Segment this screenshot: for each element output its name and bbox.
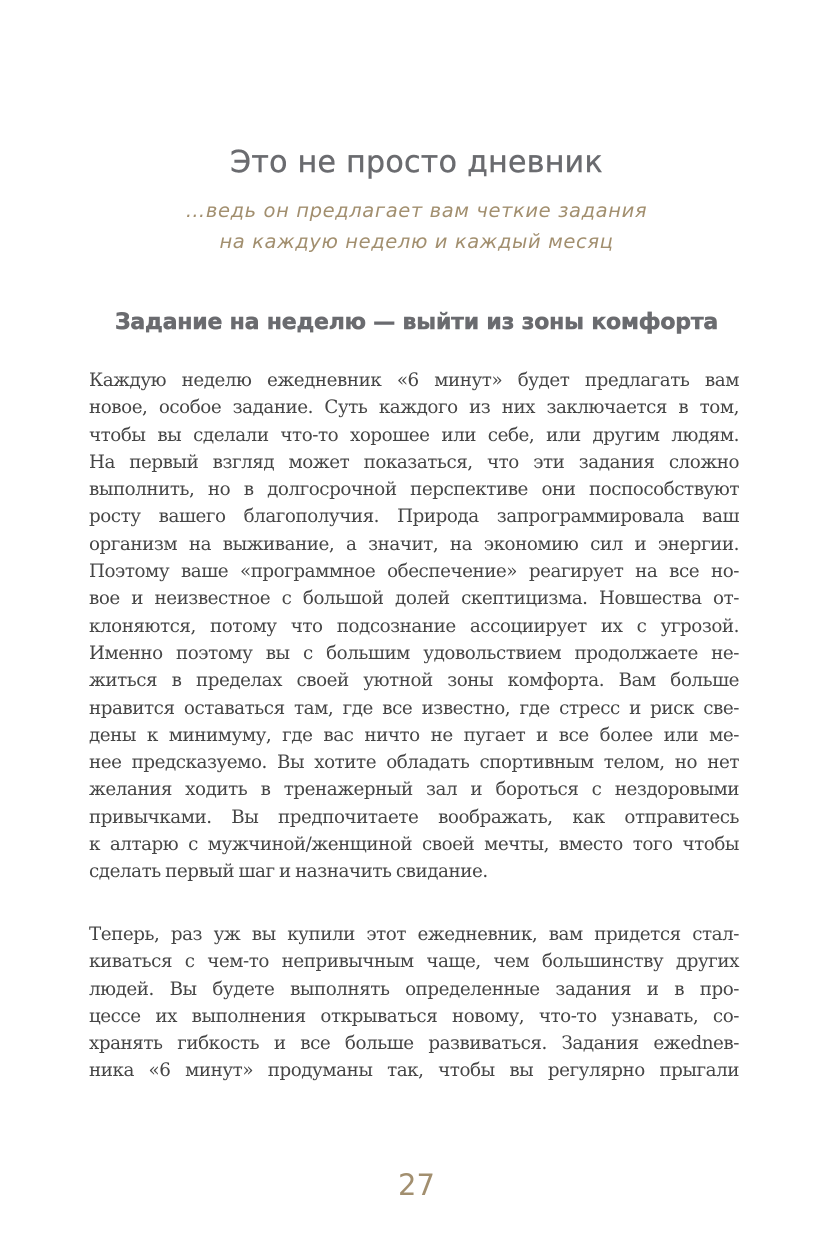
text-line: нее предсказуемо. Вы хотите обладать спортивным телом, но нет	[89, 752, 739, 774]
page-title: Это не просто дневник	[230, 145, 603, 180]
text-line: дены к минимуму, где вас ничто не пугает и все более или ме-	[89, 724, 739, 746]
section-heading: Задание на неделю — выйти из зоны комфорта	[114, 310, 719, 335]
text-line: цессе их выполнения открываться новому, что-то узнавать, со-	[89, 1005, 739, 1027]
page-subtitle	[0, 195, 833, 257]
text-line: выполнить, но в долгосрочной перспективе они поспособствуют	[89, 479, 739, 501]
text-line: новое, особое задание. Суть каждого из них заключается в том,	[89, 397, 739, 419]
paragraph-2	[89, 921, 739, 1085]
subtitle-line: …ведь он предлагает вам четкие задания	[185, 199, 648, 222]
text-line: Именно поэтому вы с большим удовольствием продолжаете не-	[89, 642, 739, 664]
page-number: 27	[398, 1168, 435, 1202]
text-line: ника «6 минут» продуманы так, чтобы вы регулярно прыгали	[89, 1060, 739, 1082]
text-line: сделать первый шаг и назначить свидание.	[89, 861, 488, 883]
text-line: хранять гибкость и все больше развиваться. Задания ежednев-	[89, 1033, 739, 1055]
text-line: Теперь, раз уж вы купили этот ежедневник, вам придется стал-	[89, 924, 739, 945]
text-line: киваться с чем-то непривычным чаще, чем большинству других	[89, 951, 739, 973]
text-line: привычками. Вы предпочитаете воображать, как отправитесь	[89, 806, 739, 828]
text-line: вое и неизвестное с большой долей скептицизма. Новшества от-	[89, 588, 739, 610]
text-line: Каждую неделю ежедневник «6 минут» будет предлагать вам	[89, 370, 739, 391]
subtitle-line: на каждую неделю и каждый месяц	[219, 230, 614, 253]
text-line: к алтарю с мужчиной/женщиной своей мечты, вместо того чтобы	[89, 834, 739, 856]
text-line: желания ходить в тренажерный зал и бороться с нездоровыми	[89, 779, 739, 801]
text-line: На первый взгляд может показаться, что эти задания сложно	[89, 451, 739, 473]
text-line: организм на выживание, а значит, на экономию сил и энергии.	[89, 533, 739, 555]
text-line: нравится оставаться там, где все известно, где стресс и риск све-	[89, 697, 739, 719]
paragraph-1	[89, 367, 739, 886]
text-line: чтобы вы сделали что-то хорошее или себе, или другим людям.	[89, 424, 739, 446]
text-line: росту вашего благополучия. Природа запрограммировала ваш	[89, 506, 739, 528]
text-line: Поэтому ваше «программное обеспечение» реагирует на все но-	[89, 561, 739, 583]
text-line: житься в пределах своей уютной зоны комфорта. Вам больше	[89, 670, 739, 692]
text-line: людей. Вы будете выполнять определенные задания и в про-	[89, 978, 739, 1000]
text-line: клоняются, потому что подсознание ассоциирует их с угрозой.	[89, 615, 739, 637]
